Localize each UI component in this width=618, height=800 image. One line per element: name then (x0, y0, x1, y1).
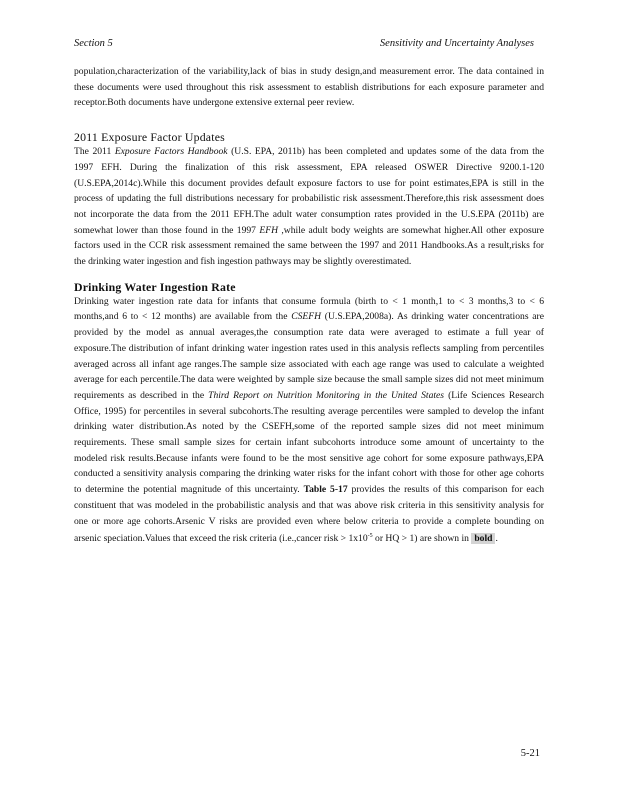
nutrition-report-title: Third Report on Nutrition Monitoring in the United States (208, 389, 445, 401)
intro-paragraph: population,characterization of the variability,lack of bias in study design,and measurement error. The data contained in these documents were used throughout this risk assessment to establish distributions for each exposure parameter and receptor.Both documents have undergone extensive external peer review. (74, 66, 544, 109)
section-heading-drinking-water: Drinking Water Ingestion Rate (74, 279, 236, 294)
page-number: 5-21 (520, 748, 540, 759)
exponent: -5 (367, 533, 373, 540)
csefh-reference: CSEFH (291, 311, 322, 323)
exposure-factor-paragraph: The 2011 Exposure Factors Handbook (U.S. EPA, 2011b) has been completed and updates some of the data from the 1997 EFH. During the finalization of this risk assessment, EPA released OSWER Directive 9200.1-120 (U.S.EPA,2014c).While this document provides default exposure factors to use for point estimates,EPA is still in the process of updating the full distributions necessary for probabilistic risk assessment.Therefore,this risk assessment does not incorporate the data from the 2011 EFH.The adult water consumption rates provided in the U.S.EPA (2011b) are somewhat lower than those found in the 1997 EFH ,while adult body weights are somewhat higher.All other exposure factors used in the CCR risk assessment remained the same between the 1997 and 2011 Handbooks.As a result,risks for the drinking water ingestion and fish ingestion pathways may be slightly overestimated. (74, 146, 545, 268)
section-title: Sensitivity and Uncertainty Analyses (379, 38, 534, 49)
section-heading-exposure-factor-updates: 2011 Exposure Factor Updates (74, 130, 225, 145)
section-label: Section 5 (74, 38, 113, 49)
table-reference-link[interactable]: Table 5-17 (303, 484, 348, 496)
bold-highlight: bold (471, 533, 495, 544)
page-header (74, 38, 534, 52)
handbook-title: Exposure Factors Handbook (114, 146, 228, 158)
efh-abbreviation: EFH (259, 224, 279, 236)
drinking-water-paragraph: Drinking water ingestion rate data for infants that consume formula (birth to < 1 month,1 to < 3 months,3 to < 6 months,and 6 to < 12 months) are available from the CSEFH (U.S.EPA,2008a). As drinking water concentrations are provided by the model as annual averages,the consumption rate data were averaged to estimate a full year of exposure.The distribution of infant drinking water ingestion rates used in this analysis reflects sampling from percentiles averaged across all infant age ranges.The sample size associated with each age range was used to calculate a weighted average for each percentile.The data were weighted by sample size because the small sample sizes did not meet minimum requirements as described in the Third Report on Nutrition Monitoring in the United States (Life Sciences Research Office, 1995) for percentiles in several subcohorts.The resulting average percentiles were sampled to develop the infant drinking water distribution.As noted by the CSEFH,some of the reported sample sizes did not meet minimum requirements. These small sample sizes for certain infant subcohorts introduce some amount of uncertainty to the modeled risk results.Because infants were found to be the most sensitive age cohort for some exposure pathways,EPA conducted a sensitivity analysis comparing the drinking water risks for the infant cohort with those for other age cohorts to determine the potential magnitude of this uncertainty. Table 5-17 provides the results of this comparison for each constituent that was modeled in the probabilistic analysis and that was above risk criteria in this sensitivity analysis for one or more age cohorts.Arsenic V risks are provided even where below criteria to provide a complete bounding on arsenic speciation.Values that exceed the risk criteria (i.e.,cancer risk > $1x10^{-5}$ or HQ > 1) are shown in bold . (74, 295, 544, 545)
document-body (74, 64, 544, 547)
